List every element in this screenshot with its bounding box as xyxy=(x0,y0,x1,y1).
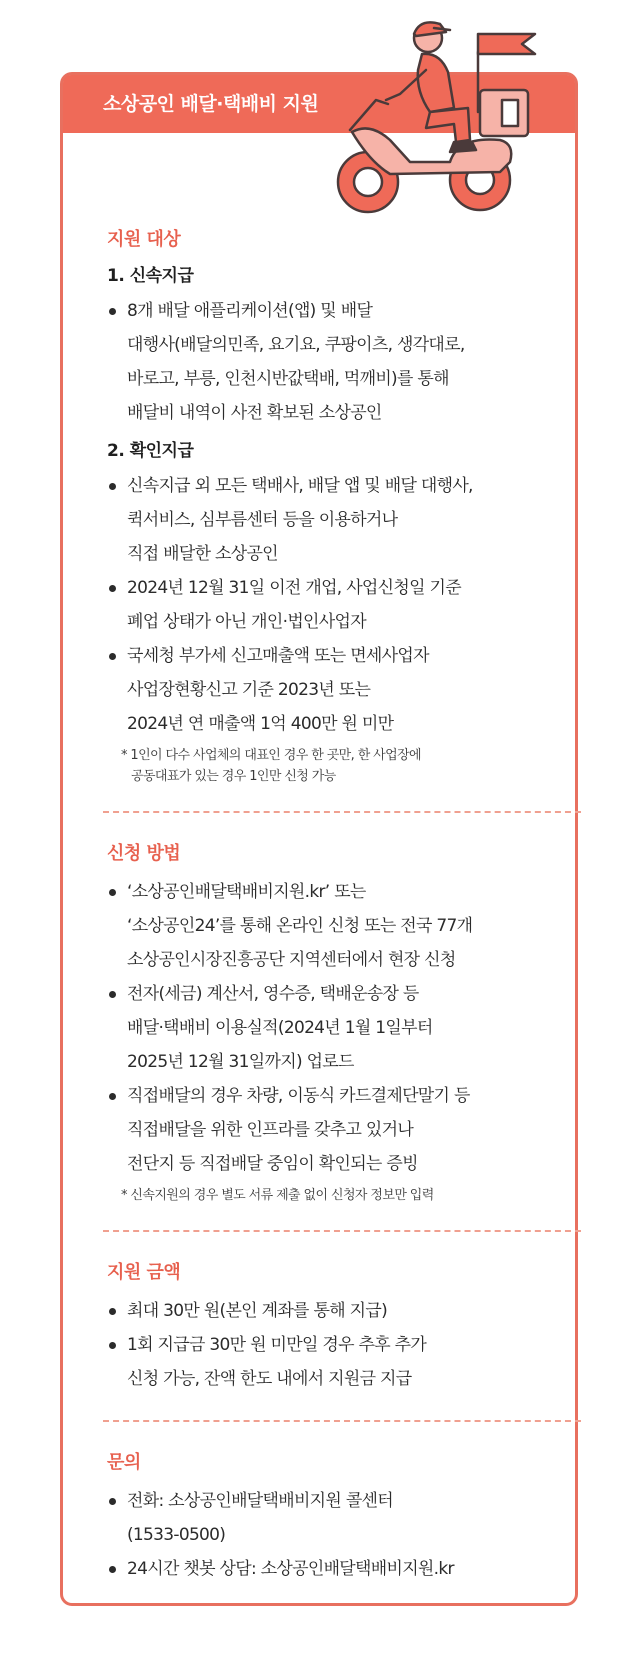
list-item-line: 전단지 등 직접배달 중임이 확인되는 증빙 xyxy=(127,1154,418,1174)
list-item-line: 2024년 12월 31일 이전 개업, 사업신청일 기준 xyxy=(127,578,461,598)
list-item xyxy=(107,639,577,741)
bullet-list-method xyxy=(107,875,577,1206)
divider xyxy=(103,811,581,813)
list-item xyxy=(107,1484,577,1552)
subsection-title-confirm: 2. 확인지급 xyxy=(107,441,194,461)
list-item-line: 전화: 소상공인배달택배비지원 콜센터 xyxy=(127,1491,393,1511)
list-item-line: 직접배달을 위한 인프라를 갖추고 있거나 xyxy=(127,1120,414,1140)
list-item xyxy=(107,1294,577,1328)
list-item-line: 8개 배달 애플리케이션(앱) 및 배달 xyxy=(127,301,373,321)
bullet-list-confirm xyxy=(107,469,577,787)
list-item-line: 신청 가능, 잔액 한도 내에서 지원금 지급 xyxy=(127,1369,412,1389)
delivery-scooter-rider-icon xyxy=(330,12,592,227)
list-item-line: 폐업 상태가 아닌 개인·법인사업자 xyxy=(127,612,366,632)
list-item-line: 국세청 부가세 신고매출액 또는 면세사업자 xyxy=(127,646,429,666)
list-item xyxy=(107,294,577,430)
list-item-line: 직접 배달한 소상공인 xyxy=(127,544,278,564)
section-title-target: 지원 대상 xyxy=(107,229,181,250)
subsection-title-fast: 1. 신속지급 xyxy=(107,266,194,286)
list-item-line: 2025년 12월 31일까지) 업로드 xyxy=(127,1052,354,1072)
bullet-list-amount xyxy=(107,1294,577,1396)
bullet-list-fast xyxy=(107,294,577,430)
list-item xyxy=(107,977,577,1079)
list-item xyxy=(107,1552,577,1586)
card-content xyxy=(107,225,577,1592)
footnote-line: * 1인이 다수 사업체의 대표인 경우 한 곳만, 한 사업장에 xyxy=(121,748,422,763)
list-item-line: 신속지급 외 모든 택배사, 배달 앱 및 배달 대행사, xyxy=(127,476,473,496)
list-item-line: 바로고, 부릉, 인천시반값택배, 먹깨비)를 통해 xyxy=(127,369,449,389)
list-item-line: 2024년 연 매출액 1억 400만 원 미만 xyxy=(127,714,394,734)
section-title-contact: 문의 xyxy=(107,1452,141,1473)
list-item-line: 배달·택배비 이용실적(2024년 1월 1일부터 xyxy=(127,1018,433,1038)
footnote-line: 공동대표가 있는 경우 1인만 신청 가능 xyxy=(131,769,336,784)
list-item-line: 대행사(배달의민족, 요기요, 쿠팡이츠, 생각대로, xyxy=(127,335,465,355)
footnote-target xyxy=(107,745,577,787)
list-item xyxy=(107,1328,577,1396)
list-item-line: 24시간 챗봇 상담: 소상공인배달택배비지원.kr xyxy=(127,1559,454,1579)
list-item-line: 퀵서비스, 심부름센터 등을 이용하거나 xyxy=(127,510,398,530)
section-title-method: 신청 방법 xyxy=(107,843,181,864)
footnote-line: * 신속지원의 경우 별도 서류 제출 없이 신청자 정보만 입력 xyxy=(121,1188,434,1203)
divider xyxy=(103,1420,581,1422)
list-item xyxy=(107,875,577,977)
bullet-list-contact xyxy=(107,1484,577,1586)
list-item-line: 배달비 내역이 사전 확보된 소상공인 xyxy=(127,403,382,423)
list-item-line: 1회 지급금 30만 원 미만일 경우 추후 추가 xyxy=(127,1335,427,1355)
list-item-line: 전자(세금) 계산서, 영수증, 택배운송장 등 xyxy=(127,984,419,1004)
list-item xyxy=(107,469,577,571)
list-item-line: ‘소상공인24’를 통해 온라인 신청 또는 전국 77개 xyxy=(127,916,473,936)
list-item-line: 최대 30만 원(본인 계좌를 통해 지급) xyxy=(127,1301,388,1321)
list-item-line: (1533-0500) xyxy=(127,1525,226,1545)
section-title-amount: 지원 금액 xyxy=(107,1262,181,1283)
divider xyxy=(103,1230,581,1232)
list-item xyxy=(107,1079,577,1181)
list-item-line: 소상공인시장진흥공단 지역센터에서 현장 신청 xyxy=(127,950,456,970)
footnote-method xyxy=(107,1185,577,1206)
list-item-line: 직접배달의 경우 차량, 이동식 카드결제단말기 등 xyxy=(127,1086,470,1106)
list-item-line: 사업장현황신고 기준 2023년 또는 xyxy=(127,680,371,700)
list-item xyxy=(107,571,577,639)
info-card xyxy=(60,72,578,1606)
page-title: 소상공인 배달·택배비 지원 xyxy=(103,93,319,115)
list-item-line: ‘소상공인배달택배비지원.kr’ 또는 xyxy=(127,882,366,902)
